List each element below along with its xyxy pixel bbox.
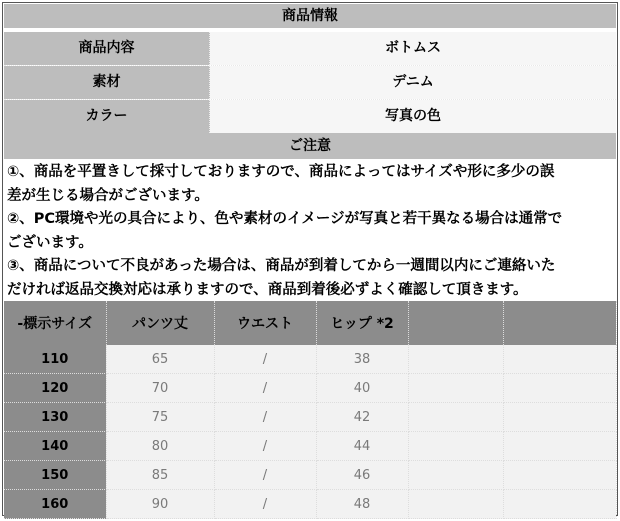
table-cell: 38 xyxy=(316,345,408,374)
notice-text xyxy=(7,161,615,303)
table-row xyxy=(4,461,616,490)
info-label: 素材 xyxy=(4,66,210,99)
table-cell: 65 xyxy=(106,345,214,374)
table-cell: 44 xyxy=(316,432,408,461)
column-header: ウエスト xyxy=(214,301,316,345)
notice-line: ③、商品について不良があった場合は、商品が到着してから一週間以内にご連絡いた xyxy=(7,258,556,275)
table-cell: 90 xyxy=(106,490,214,519)
table-cell: / xyxy=(214,490,316,519)
table-row xyxy=(4,403,616,432)
table-cell xyxy=(408,432,503,461)
size-cell: 120 xyxy=(4,374,106,403)
info-value: ボトムス xyxy=(210,32,616,65)
section-title-notice: ご注意 xyxy=(4,133,616,159)
info-value: デニム xyxy=(210,66,616,99)
table-cell: 70 xyxy=(106,374,214,403)
size-cell: 150 xyxy=(4,461,106,490)
info-value: 写真の色 xyxy=(210,100,616,133)
table-cell: 85 xyxy=(106,461,214,490)
info-label: カラー xyxy=(4,100,210,133)
table-row xyxy=(4,432,616,461)
table-cell: 46 xyxy=(316,461,408,490)
notice-line: ①、商品を平置きして採寸しておりますので、商品によってはサイズや形に多少の誤 xyxy=(7,164,555,180)
column-header xyxy=(408,301,503,345)
column-header: パンツ丈 xyxy=(106,301,214,345)
table-cell xyxy=(503,403,616,432)
table-cell xyxy=(503,374,616,403)
size-table xyxy=(4,301,617,519)
column-header: ヒップ *2 xyxy=(316,301,408,345)
notice-line: ございます。 xyxy=(7,234,93,251)
table-cell: / xyxy=(214,403,316,432)
table-cell xyxy=(503,461,616,490)
table-row xyxy=(4,345,616,374)
table-cell: 80 xyxy=(106,432,214,461)
table-cell xyxy=(503,432,616,461)
table-cell xyxy=(503,490,616,519)
table-cell xyxy=(408,490,503,519)
table-cell: / xyxy=(214,461,316,490)
table-cell: / xyxy=(214,374,316,403)
table-cell xyxy=(408,345,503,374)
size-cell: 130 xyxy=(4,403,106,432)
column-header: -標示サイズ xyxy=(4,301,106,345)
table-cell xyxy=(408,461,503,490)
notice-line: 差が生じる場合がございます。 xyxy=(7,187,209,204)
notice-line: ②、PC環境や光の具合により、色や素材のイメージが写真と若干異なる場合は通常で xyxy=(7,211,563,228)
info-row-content xyxy=(4,32,616,65)
table-cell xyxy=(408,403,503,432)
info-row-material xyxy=(4,66,616,99)
table-row xyxy=(4,374,616,403)
table-cell xyxy=(503,345,616,374)
info-row-color xyxy=(4,100,616,133)
table-cell: 40 xyxy=(316,374,408,403)
table-cell: 75 xyxy=(106,403,214,432)
table-cell: 48 xyxy=(316,490,408,519)
table-cell: / xyxy=(214,345,316,374)
size-table-header-row xyxy=(4,301,616,345)
info-label: 商品内容 xyxy=(4,32,210,65)
size-cell: 110 xyxy=(4,345,106,374)
table-cell: / xyxy=(214,432,316,461)
section-title-product-info: 商品情報 xyxy=(4,4,616,28)
table-row xyxy=(4,490,616,519)
notice-line: だければ返品交換対応は承りますので、商品到着後必ずよく確認して頂きます。 xyxy=(7,281,528,298)
table-cell xyxy=(408,374,503,403)
column-header xyxy=(503,301,616,345)
product-info-sheet xyxy=(2,2,618,516)
size-cell: 140 xyxy=(4,432,106,461)
table-cell: 42 xyxy=(316,403,408,432)
size-cell: 160 xyxy=(4,490,106,519)
